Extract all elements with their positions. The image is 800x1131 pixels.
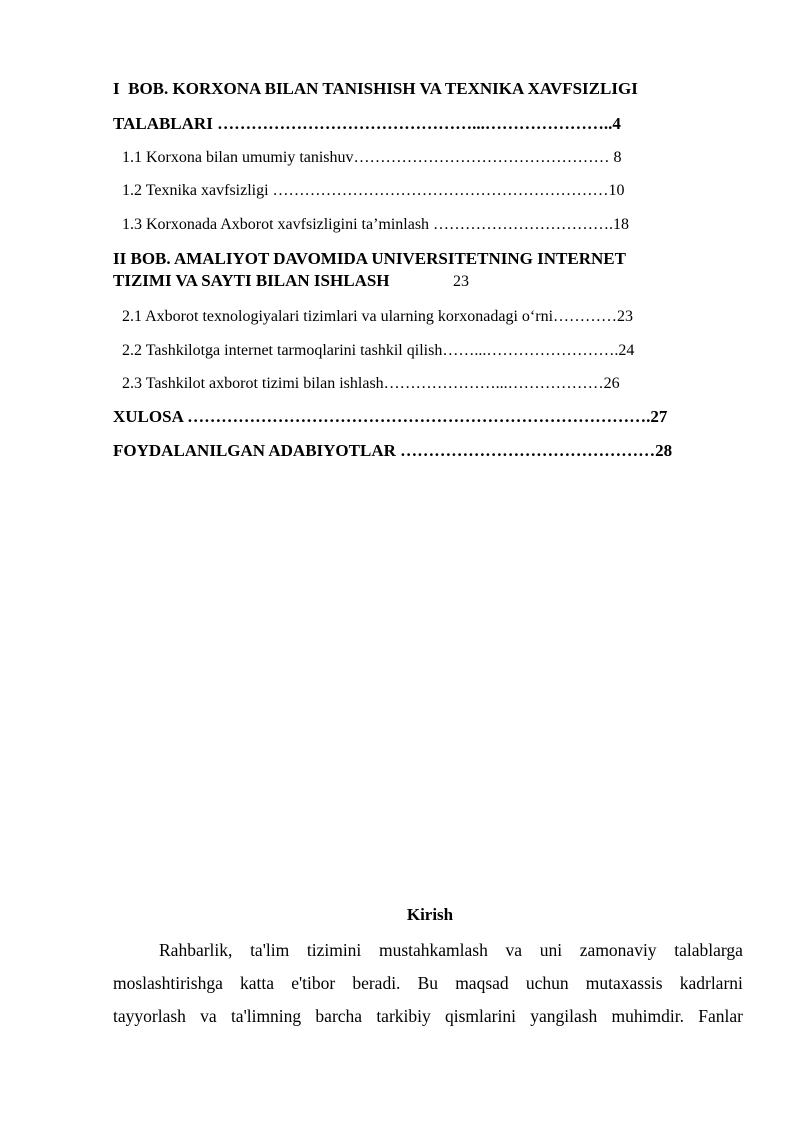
toc-section-2-3: 2.3 Tashkilot axborot tizimi bilan ishlash…………………...………………26 bbox=[122, 375, 620, 392]
toc-chapter-2-title-line1: II BOB. AMALIYOT DAVOMIDA UNIVERSITETNING INTERNET bbox=[113, 249, 626, 268]
intro-paragraph-line-3: tayyorlash va ta'limning barcha tarkibiy qismlarini yangilash muhimdir. Fanlar bbox=[113, 1006, 743, 1026]
toc-chapter-2-page: 23 bbox=[453, 273, 469, 290]
intro-paragraph-line-1: Rahbarlik, ta'lim tizimini mustahkamlash va uni zamonaviy talablarga bbox=[159, 940, 743, 960]
toc-conclusion: XULOSA ……………………………………………………………………….27 bbox=[113, 407, 668, 426]
toc-section-1-3: 1.3 Korxonada Axborot xavfsizligini ta’minlash …………………………….18 bbox=[122, 216, 630, 233]
toc-chapter-2-title-line2: TIZIMI VA SAYTI BILAN ISHLASH bbox=[113, 271, 390, 290]
toc-section-1-2: 1.2 Texnika xavfsizligi ………………………………………………………10 bbox=[122, 182, 625, 199]
toc-section-2-2: 2.2 Tashkilotga internet tarmoqlarini tashkil qilish……...…………………….24 bbox=[122, 342, 635, 359]
toc-chapter-1-title-line2: TALABLARI ………………………………………...…………………..4 bbox=[113, 114, 621, 133]
toc-section-2-1: 2.1 Axborot texnologiyalari tizimlari va ularning korxonadagi o‘rni…………23 bbox=[122, 308, 634, 325]
intro-paragraph-line-2: moslashtirishga katta e'tibor beradi. Bu maqsad uchun mutaxassis kadrlarni bbox=[113, 973, 743, 993]
toc-chapter-1-title-line1: I BOB. KORXONA BILAN TANISHISH VA TEXNIKA XAVFSIZLIGI bbox=[113, 79, 638, 98]
toc-section-1-1: 1.1 Korxona bilan umumiy tanishuv………………………………………… 8 bbox=[122, 149, 622, 166]
toc-references: FOYDALANILGAN ADABIYOTLAR ………………………………………28 bbox=[113, 441, 673, 460]
intro-heading: Kirish bbox=[406, 905, 454, 924]
